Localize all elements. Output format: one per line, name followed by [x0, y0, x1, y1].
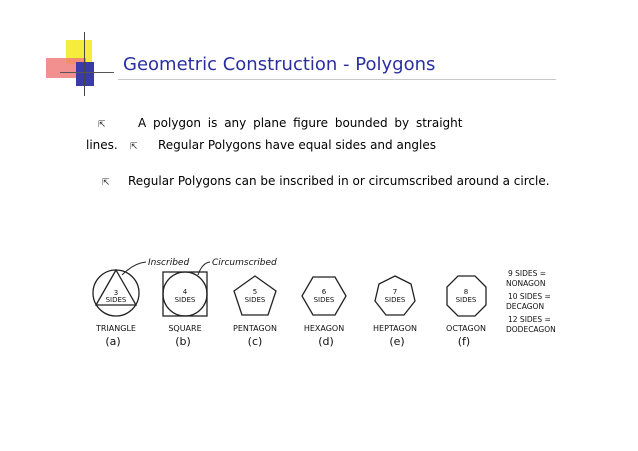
bullet-icon-1: ⇱	[98, 120, 106, 130]
shape-f-count: 8	[463, 288, 469, 296]
shape-d-letter: (d)	[318, 335, 334, 348]
inscribed-leader	[122, 262, 146, 275]
shape-c-name: PENTAGON	[233, 324, 277, 333]
shape-f-sides: SIDES	[455, 296, 477, 304]
shape-e-letter: (e)	[389, 335, 405, 348]
note-dodecagon: DODECAGON	[506, 325, 556, 334]
shape-b-count: 4	[182, 288, 188, 296]
shape-a-count: 3	[113, 289, 119, 297]
bullet-icon-3: ⇱	[102, 178, 110, 188]
slide-title: Geometric Construction - Polygons	[123, 54, 436, 75]
shape-d-sides: SIDES	[313, 296, 335, 304]
bullet-icon-2: ⇱	[130, 142, 138, 152]
shape-f-letter: (f)	[457, 335, 471, 348]
shape-e-name: HEPTAGON	[373, 324, 417, 333]
shape-d-count: 6	[321, 288, 327, 296]
shape-d-name: HEXAGON	[303, 324, 345, 333]
shape-a-sides: SIDES	[105, 296, 127, 304]
inscribed-label: Inscribed	[148, 258, 190, 268]
shape-b-name: SQUARE	[168, 324, 202, 333]
shape-f-name: OCTAGON	[446, 324, 486, 333]
bullet-line-3: Regular Polygons can be inscribed in or circumscribed around a circle.	[128, 174, 550, 188]
note-9-sides: 9 SIDES =	[508, 269, 547, 278]
shape-c-sides: SIDES	[244, 296, 266, 304]
shape-b-letter: (b)	[175, 335, 191, 348]
bullet-line-2: Regular Polygons have equal sides and angles	[158, 138, 437, 152]
shape-c-letter: (c)	[247, 335, 263, 348]
shape-e-count: 7	[392, 288, 398, 296]
shape-c-count: 5	[252, 288, 258, 296]
note-10-sides: 10 SIDES =	[508, 292, 551, 301]
shape-b-sides: SIDES	[174, 296, 196, 304]
circumscribed-label: Circumscribed	[212, 258, 277, 268]
bullet-line-2-start: lines.	[86, 138, 118, 152]
bullet-line-1: A polygon is any plane figure bounded by straight	[138, 116, 463, 130]
note-12-sides: 12 SIDES =	[508, 315, 551, 324]
shape-a-letter: (a)	[105, 335, 121, 348]
circumscribed-leader	[198, 262, 210, 275]
note-decagon: DECAGON	[506, 302, 545, 311]
shape-a-name: TRIANGLE	[96, 324, 136, 333]
note-nonagon: NONAGON	[506, 279, 546, 288]
shape-e-sides: SIDES	[384, 296, 406, 304]
